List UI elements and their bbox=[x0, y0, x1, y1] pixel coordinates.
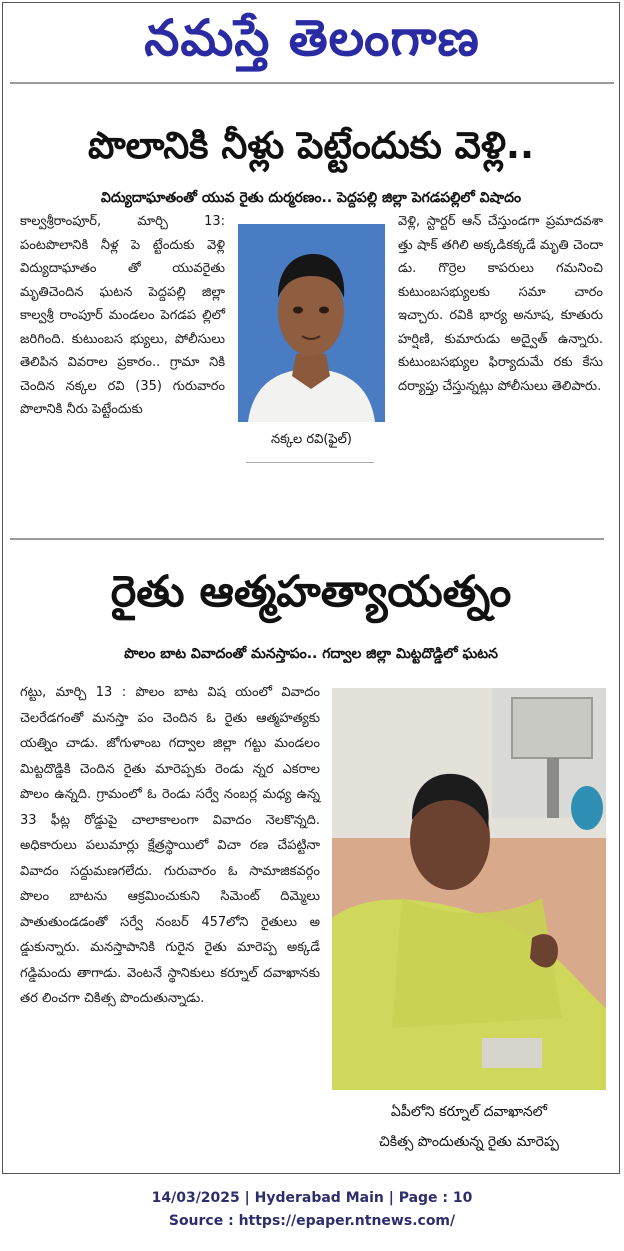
article1-photo-ravi bbox=[238, 224, 385, 422]
article2-headline: రైతు ఆత్మహత్యాయత్నం bbox=[110, 567, 512, 617]
hospital-scene-illustration bbox=[332, 688, 606, 1090]
masthead-divider bbox=[10, 82, 614, 84]
article-divider bbox=[10, 538, 604, 540]
caption-underline bbox=[246, 462, 374, 463]
article1-photo-caption: నక్కల రవి(ఫైల్) bbox=[271, 432, 352, 447]
footer-source-link[interactable]: Source : https://epaper.ntnews.com/ bbox=[168, 1213, 456, 1229]
newspaper-masthead: నమస్తే తెలంగాణ bbox=[144, 8, 480, 67]
article1-headline: పొలానికి నీళ్లు పెట్టేందుకు వెళ్లి.. bbox=[87, 124, 535, 167]
article2-photo-mareppa bbox=[332, 688, 606, 1090]
article1-column-left: కాల్వశ్రీరాంపూర్, మార్చి 13: పంటపొలానికి నీళ్ల పె ట్టేందుకు వెళ్లి విద్యుదాఘాతం తో యువరైతు మృతిచెందిన ఘటన పెద్దపల్లి జిల్లా కాల్వశ్రీ రాంపూర్ మండలం పెగడప ల్లిలో జరిగింది. కుటుంబస భ్యులు, పోలీసులు తెలిపిన వివరాల ప్రకారం.. గ్రామా నికి చెందిన నక్కల రవి (35) గురువారం పొలానికి నీరు పెట్టేందుకు bbox=[20, 214, 225, 417]
article1-column-right: వెళ్లి, స్టార్టర్ ఆన్ చేస్తుండగా ప్రమాదవశా త్తు షాక్ తగిలి అక్కడికక్కడే మృతి చెందా డు. గొర్రెల కాపరులు గమనించి కుటుంబసభ్యులకు సమా చారం ఇచ్చారు. రవికి భార్య అనూష, కూతురు హర్షిణి, కుమారుడు అద్వైత్ ఉన్నారు. కుటుంబసభ్యుల ఫిర్యాదుమే రకు కేసు దర్యాప్తు చేస్తున్నట్లు పోలీసులు తెలిపారు. bbox=[398, 214, 603, 394]
article2-caption-line2: చికిత్స పొందుతున్న రైతు మారెప్ప bbox=[379, 1134, 559, 1150]
portrait-illustration bbox=[238, 224, 385, 422]
article2-body: గట్టు, మార్చి 13 : పొలం బాట విష యంలో వివాదం చెలరేడగంతో మనస్తా పం చెందిన ఓ రైతు ఆత్మహత్యకు యత్నిం చాడు. జోగుళాంబ గద్వాల జిల్లా గట్టు మండలం మిట్టదొడ్డికి చెందిన రైతు మారెప్పకు రెండు న్నర ఎకరాల పొలం ఉన్నది. గ్రామంలో ఓ రెండు సర్వే నంబర్ల మధ్య ఉన్న 33 ఫీట్ల రోడ్డుపై చాలాకాలంగా వివాదం నెలకొన్నది. అధికారులు పలుమార్లు క్షేత్రస్థాయిలో విచా రణ చేపట్టినా వివాదం సద్దుమణగలేదు. గురువారం ఓ సామాజికవర్గం పొలం బాటను ఆక్రమించుకుని సిమెంట్ దిమ్మెలు పాతుతుండడంతో సర్వే నంబర్ 457లోని రైతులు అ డ్డుకున్నారు. మనస్తాపానికి గురైన రైతు మారెప్ప అక్కడే గడ్డిమందు తాగాడు. వెంటనే స్థానికులు కర్నూల్ దవాఖానకు తర లించగా చికిత్స పొందుతున్నాడు. bbox=[20, 685, 320, 1006]
footer-date-edition: 14/03/2025 | Hyderabad Main | Page : 10 bbox=[151, 1190, 473, 1206]
article2-subhead: పొలం బాట వివాదంతో మనస్తాపం.. గద్వాల జిల్లా మిట్టదొడ్డిలో ఘటన bbox=[124, 646, 498, 662]
article1-subhead: విద్యుదాఘాతంతో యువ రైతు దుర్మరణం.. పెద్దపల్లి జిల్లా పెగడపల్లిలో విషాదం bbox=[100, 190, 522, 206]
article2-caption-line1: ఏపీలోని కర్నూల్ దవాఖానలో bbox=[390, 1104, 548, 1120]
